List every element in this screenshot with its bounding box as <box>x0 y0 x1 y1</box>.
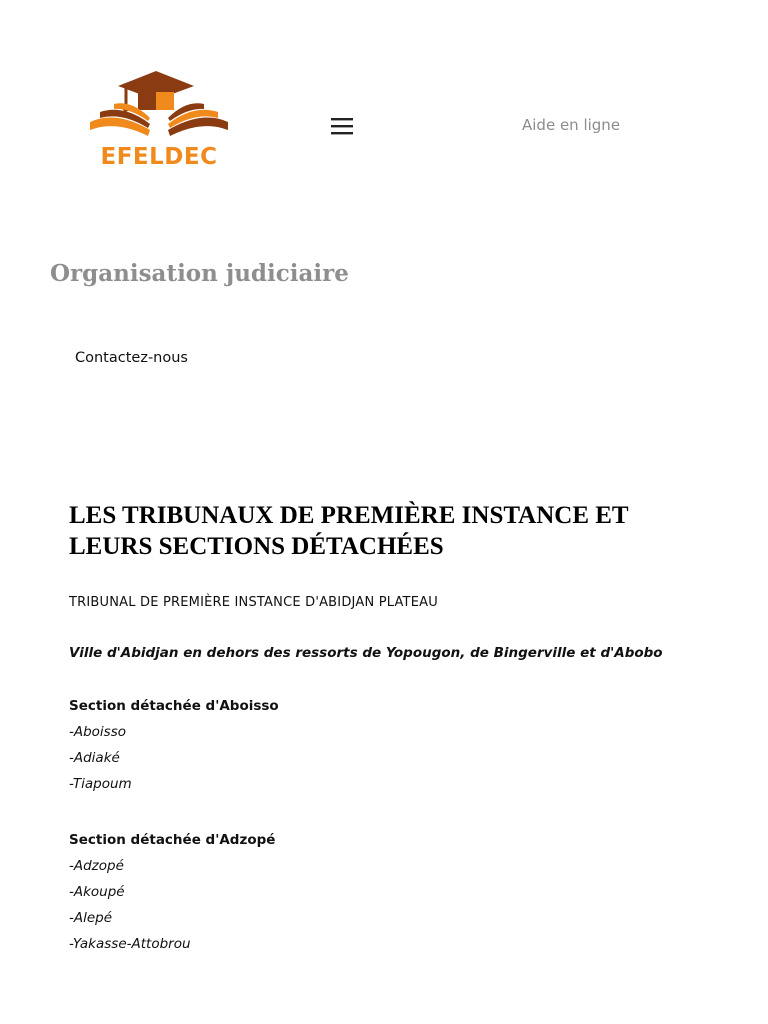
locality-item: -Aboisso <box>69 724 127 740</box>
hamburger-menu-icon <box>331 118 353 135</box>
section-adzope <box>69 831 709 957</box>
page-section-title: Organisation judiciaire <box>50 260 349 287</box>
locality-item: -Tiapoum <box>69 776 132 792</box>
locality-item: -Alepé <box>69 910 113 926</box>
efeldec-logo[interactable] <box>86 66 232 172</box>
locality-item: -Akoupé <box>69 884 125 900</box>
locality-list <box>69 853 709 957</box>
site-header <box>0 0 768 220</box>
page-heading: LES TRIBUNAUX DE PREMIÈRE INSTANCE ET LEURS SECTIONS DÉTACHÉES <box>69 502 629 560</box>
hamburger-menu-button[interactable] <box>328 112 356 140</box>
section-aboisso <box>69 697 709 797</box>
tribunal-name: TRIBUNAL DE PREMIÈRE INSTANCE D'ABIDJAN PLATEAU <box>69 595 438 610</box>
logo-wordmark: EFELDEC <box>100 144 218 170</box>
locality-item: -Adzopé <box>69 858 124 874</box>
locality-item: -Yakasse-Attobrou <box>69 936 191 952</box>
section-title: Section détachée d'Aboisso <box>69 698 279 714</box>
locality-item: -Adiaké <box>69 750 120 766</box>
section-title: Section détachée d'Adzopé <box>69 832 276 848</box>
graduation-cap-book-icon <box>86 66 232 146</box>
jurisdiction-description: Ville d'Abidjan en dehors des ressorts de Yopougon, de Bingerville et d'Abobo <box>69 645 663 661</box>
contact-us-link[interactable]: Contactez-nous <box>75 350 188 366</box>
main-content <box>69 500 709 957</box>
help-online-link[interactable]: Aide en ligne <box>522 116 621 134</box>
locality-list <box>69 719 709 797</box>
